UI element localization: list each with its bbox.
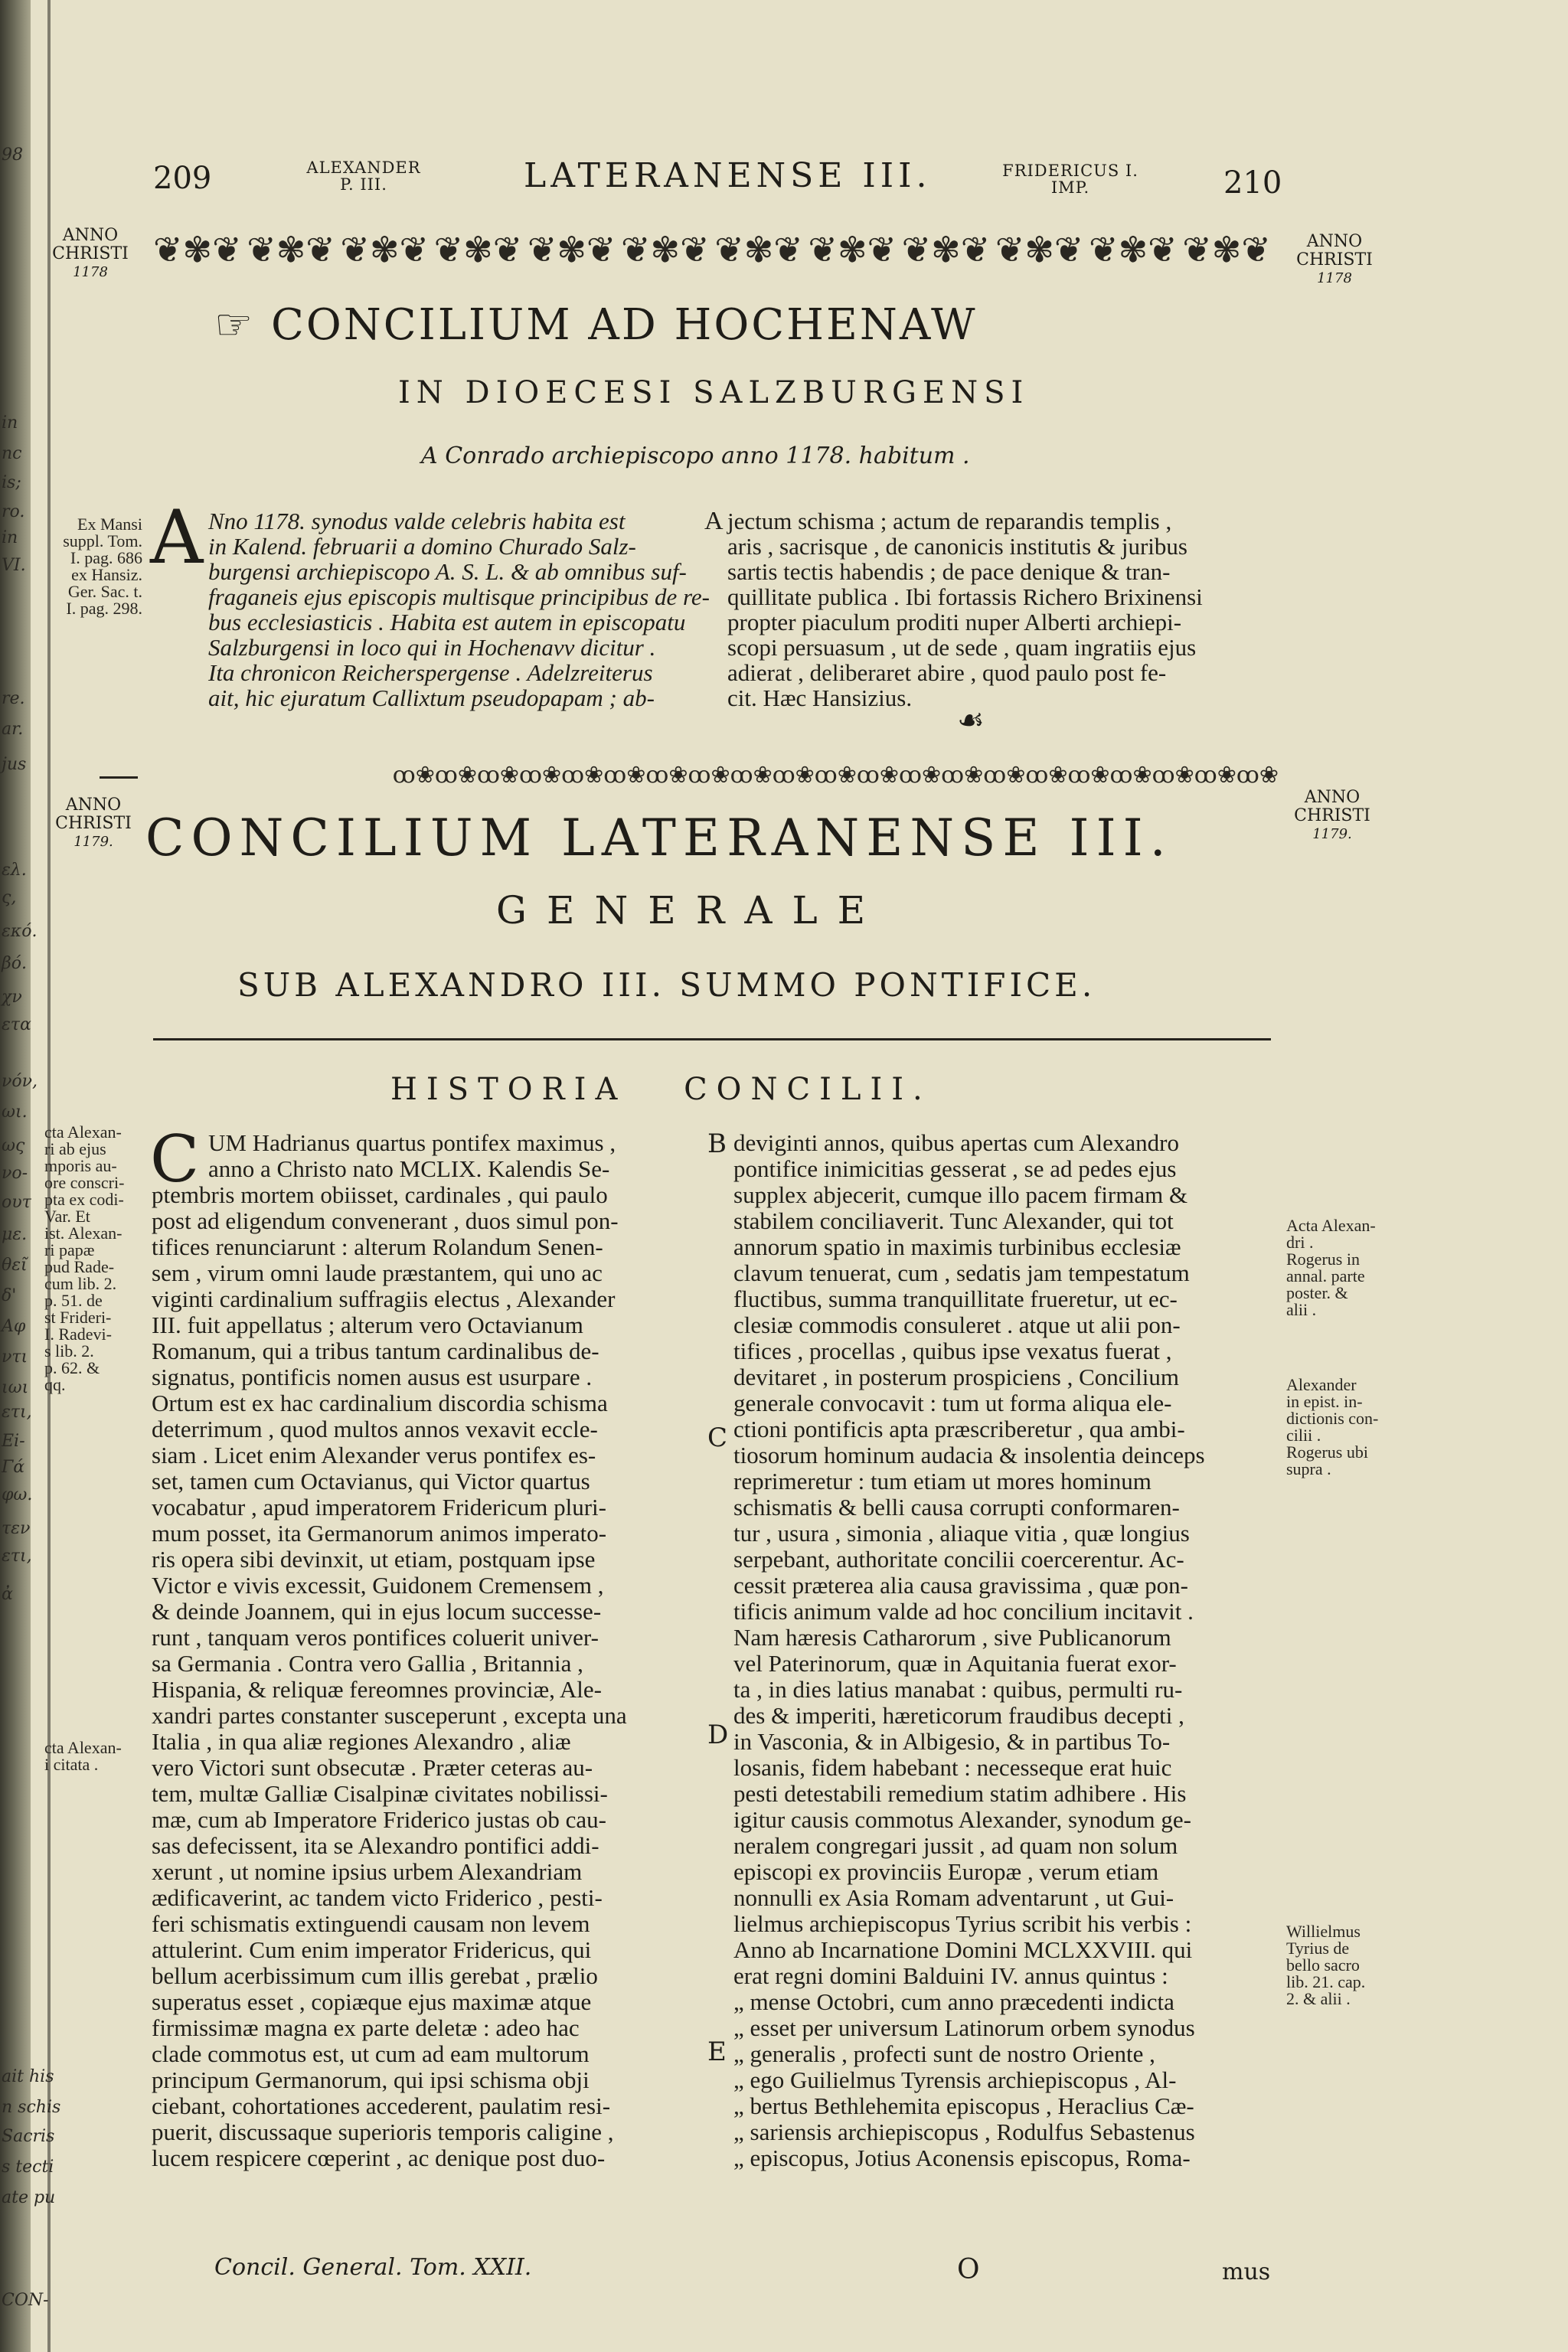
sub-alexandro-byline: SUB ALEXANDRO III. SUMMO PONTIFICE. — [237, 966, 1096, 1004]
text-line: Ortum est ex hac cardinalium discordia schisma — [152, 1390, 608, 1416]
previous-page-fragment: VI. — [2, 556, 26, 575]
text-line: „ mense Octobri, cum anno præcedenti indicta — [733, 1988, 1174, 2015]
text-line: Salzburgensi in loco qui in Hochenavv dicitur . — [208, 634, 656, 661]
text-line: ait, hic ejuratum Callixtum pseudopapam ; ab- — [208, 684, 655, 711]
running-title: LATERANENSE III. — [524, 156, 932, 195]
page-number-left: 209 — [153, 161, 212, 196]
text-line: deterrimum , quod multos annos vexavit eccle- — [152, 1416, 598, 1442]
section-letter-e: E — [707, 2037, 727, 2067]
text-line: aris , sacrisque , de canonicis institutis & juribus — [727, 533, 1187, 560]
text-line: ris opera sibi devinxit, ut etiam, postquam ipse — [152, 1546, 596, 1573]
text-line: bellum acerbissimum cum illis gerebat , prælio — [152, 1962, 598, 1989]
text-line: sas defecissent, ita se Alexandro pontifici addi- — [152, 1832, 599, 1859]
margin-note-line: cilii . — [1286, 1426, 1321, 1445]
fleuron-ornament-icon: ❦✾❦ — [247, 229, 335, 270]
previous-page-fragment: φω. — [2, 1485, 33, 1504]
text-line: tifices , procellas , quibus ipse vexatus fuerat , — [733, 1338, 1172, 1364]
anno-christi-left-1 — [44, 227, 136, 282]
margin-note-line: annal. parte — [1286, 1266, 1365, 1285]
margin-note-line: Tyrius de — [1286, 1939, 1350, 1958]
christi-label: CHRISTI — [1294, 806, 1370, 825]
margin-note-line: p. 51. de — [44, 1291, 103, 1310]
text-line: generale convocavit : tum ut forma aliqua ele- — [733, 1390, 1172, 1416]
drop-initial-a: A — [150, 495, 204, 580]
text-line: devitaret , in posterum prospiciens , Concilium — [733, 1364, 1180, 1390]
margin-note-acta-alexandri-right — [1286, 1217, 1401, 1318]
historia-left-column — [152, 1130, 707, 2171]
generale-subtitle: GENERALE — [496, 888, 886, 933]
text-line: feri schismatis extinguendi causam non levem — [152, 1910, 590, 1937]
margin-note-line: alii . — [1286, 1300, 1317, 1319]
text-line: tificis animum valde ad hoc concilium incitavit . — [733, 1598, 1194, 1625]
text-line: Italia , in qua aliæ regiones Alexandro , aliæ — [152, 1728, 571, 1755]
text-line: serpebant, authoritate concilii coercerentur. Ac- — [733, 1546, 1184, 1573]
text-line: ctioni pontificis apta præscriberetur , qua ambi- — [733, 1416, 1185, 1442]
margin-note-line: ri ab ejus — [44, 1139, 106, 1158]
text-line: burgensi archiepiscopo A. S. L. & ab omnibus suf- — [208, 558, 687, 585]
concilium1-left-column — [208, 508, 710, 711]
text-line: sa Germania . Contra vero Gallia , Britannia , — [152, 1650, 583, 1677]
fleuron-ornament-icon: ❦✾❦ — [901, 229, 991, 270]
text-line: clavum tenuerat, cum , sedatis jam tempestatum — [733, 1259, 1190, 1286]
text-line: schismatis & belli causa corrupti conformaren- — [733, 1494, 1180, 1521]
previous-page-fragment: ιωι — [2, 1378, 29, 1397]
text-line: losanis, fidem habebant : necesseque erat huic — [733, 1754, 1172, 1781]
margin-note-line: Alexander — [1286, 1375, 1357, 1394]
previous-page-fragment: ετι, — [2, 1547, 32, 1566]
anno-year: 1178 — [73, 264, 108, 280]
fleuron-ornament-icon: ❦✾❦ — [808, 229, 897, 270]
margin-note-line: pta ex codi- — [44, 1190, 124, 1209]
previous-page-fragment: in — [2, 413, 18, 433]
divider-rule — [153, 1038, 1271, 1040]
fleuron-ornament-icon: ❦✾❦ — [340, 229, 430, 270]
margin-note-line: Willielmus — [1286, 1922, 1361, 1941]
previous-page-fragment: με. — [2, 1225, 28, 1244]
ornament-band-top — [153, 227, 1271, 273]
margin-note-line: i citata . — [44, 1755, 99, 1774]
text-line: mæ, cum ab Imperatore Friderico justas ob cau- — [152, 1806, 606, 1833]
concilium1-right-column — [727, 508, 1279, 710]
margin-note-alexander-epist — [1286, 1377, 1401, 1478]
historia-right-column — [733, 1130, 1279, 2171]
concilium-hochenaw-title-text: CONCILIUM AD HOCHENAW — [271, 300, 978, 350]
catchword: mus — [1222, 2259, 1271, 2285]
text-line: lielmus archiepiscopus Tyrius scribit his verbis : — [733, 1910, 1192, 1937]
margin-note-line: cta Alexan- — [44, 1122, 122, 1142]
previous-page-fragment: θεῖ — [2, 1256, 28, 1275]
signature-letter: O — [957, 2254, 980, 2285]
previous-page-fragment: ετα — [2, 1015, 31, 1034]
margin-note-line: dictionis con- — [1286, 1409, 1379, 1428]
margin-note-line: mporis au- — [44, 1156, 117, 1175]
margin-note-line: p. 62. & — [44, 1358, 100, 1377]
text-line: attulerint. Cum enim imperator Fridericus, qui — [152, 1936, 592, 1963]
previous-page-fragment: ως — [2, 1136, 25, 1155]
anno-label: ANNO — [1304, 788, 1361, 807]
text-line: ædificaverint, ac tandem victo Friderico , pesti- — [152, 1884, 603, 1911]
text-line: clade commotus est, ut cum ad eam multorum — [152, 2040, 590, 2067]
previous-page-fragment: ἀ — [2, 1585, 13, 1604]
previous-page-fragment: δ' — [2, 1286, 17, 1305]
previous-page-fragment: ετι, — [2, 1403, 32, 1422]
text-line: puerit, discussaque superioris temporis caligine , — [152, 2118, 614, 2145]
text-line: viginti cardinalium suffragiis electus , Alexander — [152, 1285, 616, 1312]
text-line: cessit præterea alia causa gravissima , quæ pon- — [733, 1572, 1188, 1599]
margin-note-line: s lib. 2. — [44, 1341, 94, 1361]
margin-note-line: Rogerus ubi — [1286, 1442, 1368, 1462]
text-line: post ad eligendum convenerant , duos simul pon- — [152, 1207, 619, 1234]
text-line: sartis tectis habendis ; de pace denique & tran- — [727, 558, 1171, 585]
text-line: bus ecclesiasticis . Habita est autem in episcopatu — [208, 609, 686, 635]
anno-year: 1178 — [1317, 270, 1352, 286]
signature-line: Concil. General. Tom. XXII. — [214, 2254, 532, 2281]
concilium-hochenaw-byline: A Conrado archiepiscopo anno 1178. habitum . — [421, 443, 970, 469]
section-letter-a: A — [704, 507, 724, 535]
previous-page-fragment: is; — [2, 473, 21, 492]
previous-page-fragment: Sacris — [2, 2127, 55, 2146]
margin-note-line: supra . — [1286, 1459, 1331, 1478]
text-line: III. fuit appellatus ; alterum vero Octavianum — [152, 1312, 583, 1338]
text-line: siam . Licet enim Alexander verus pontifex es- — [152, 1442, 596, 1468]
pope-line1: ALEXANDER — [306, 158, 421, 177]
text-line: xandri partes constanter susceperunt , excepta una — [152, 1702, 627, 1729]
previous-page-fragment: ate pu — [2, 2188, 56, 2207]
previous-page-fragment: τεν — [2, 1519, 31, 1538]
margin-note-line: 2. & alii . — [1286, 1989, 1351, 2008]
anno-label: ANNO — [62, 226, 119, 245]
text-line: tem, multæ Galliæ Cisalpinæ civitates nobilissi- — [152, 1780, 608, 1807]
text-line: nonnulli ex Asia Romam adventarunt , ut Gui- — [733, 1884, 1174, 1911]
previous-page-fragment: ait his — [2, 2067, 54, 2086]
page-number-right: 210 — [1223, 165, 1282, 201]
text-line: reprimeretur : tum etiam ut mores hominum — [733, 1468, 1152, 1494]
text-line: Hispania, & reliquæ fereomnes provinciæ, Ale- — [152, 1676, 603, 1703]
previous-page-fragment: Αφ — [2, 1317, 26, 1336]
text-line: „ episcopus, Jotius Aconensis episcopus, Roma- — [733, 2145, 1191, 2171]
text-line: annorum spatio in maximis turbinibus ecclesiæ — [733, 1233, 1181, 1260]
text-line: vero Victori sunt obsecutæ . Præter ceteras au- — [152, 1754, 593, 1781]
text-line: ptembris mortem obiisset, cardinales , qui paulo — [152, 1181, 608, 1208]
text-line: erat regni domini Balduini IV. annus quintus : — [733, 1962, 1168, 1989]
text-line: tur , usura , simonia , aliaque vitia , quæ longius — [733, 1520, 1190, 1547]
text-line: tiosorum hominum audacia & insolentia deinceps — [733, 1442, 1205, 1468]
margin-note-line: Rogerus in — [1286, 1250, 1360, 1269]
historia-concilii-heading: HISTORIA CONCILII. — [390, 1072, 932, 1107]
fleuron-ornament-icon: ❦✾❦ — [995, 229, 1084, 270]
text-line: cit. Hæc Hansizius. — [727, 684, 913, 711]
text-line: pontifice inimicitias gesserat , se ad pedes ejus — [733, 1155, 1177, 1182]
margin-note-willielmus-tyrius — [1286, 1923, 1401, 2007]
previous-page-fragment: n schis — [2, 2098, 61, 2117]
text-line: stabilem conciliaverit. Tunc Alexander, qui tot — [733, 1207, 1174, 1234]
text-line: scopi persuasum , ut de sede , quam ingratiis ejus — [727, 634, 1197, 661]
margin-note-line: suppl. Tom. — [63, 531, 142, 550]
text-line: fluctibus, summa tranquillitate frueretur, ut ec- — [733, 1285, 1178, 1312]
text-line: lucem respicere cœperint , ac denique post duo- — [152, 2145, 606, 2171]
margin-note-line: ex Hansiz. — [71, 565, 142, 584]
fleuron-ornament-icon: ❦✾❦ — [433, 229, 523, 270]
margin-note-ex-mansi — [44, 516, 142, 617]
margin-note-line: qq. — [44, 1375, 66, 1394]
text-line: deviginti annos, quibus apertas cum Alexandro — [733, 1129, 1179, 1156]
previous-page-fragment: ar. — [2, 720, 24, 739]
text-line: Ita chronicon Reicherspergense . Adelzreiterus — [208, 659, 653, 686]
margin-note-line: Acta Alexan- — [1286, 1216, 1376, 1235]
margin-note-acta-alexandri-left — [44, 1124, 145, 1393]
fleuron-ornament-icon: ❦✾❦ — [714, 229, 803, 270]
section-letter-d: D — [707, 1720, 729, 1750]
christi-label: CHRISTI — [52, 244, 129, 263]
previous-page-fragment: nc — [2, 444, 22, 463]
margin-note-line: st Frideri- — [44, 1308, 112, 1327]
fleuron-ornament-icon: ❦✾❦ — [1182, 229, 1271, 270]
text-line: Nam hæresis Catharorum , sive Publicanorum — [733, 1624, 1171, 1651]
emperor-line1: FRIDERICUS I. — [1002, 162, 1138, 180]
text-line: propter piaculum proditi nuper Alberti archiepi- — [727, 609, 1182, 635]
fleuron-ornament-icon: ❦✾❦ — [153, 229, 242, 270]
previous-page-fragment: χν — [2, 988, 22, 1007]
fleuron-ornament-icon: ❦✾❦ — [1089, 229, 1178, 270]
text-line: neralem congregari jussit , ad quam non solum — [733, 1832, 1178, 1859]
margin-note-line: pud Rade- — [44, 1257, 115, 1276]
pointing-hand-tailpiece-icon: ☙ — [957, 703, 985, 738]
text-line: UM Hadrianus quartus pontifex maximus , — [208, 1129, 616, 1156]
text-line: vocabatur , apud imperatorem Fridericum pluri- — [152, 1494, 606, 1521]
text-line: pesti detestabili remedium statim adhibere . His — [733, 1780, 1187, 1807]
margin-note-line: bello sacro — [1286, 1955, 1360, 1975]
pope-line2: P. III. — [340, 175, 387, 194]
previous-page-fragment: Εi- — [2, 1432, 25, 1451]
text-line: xerunt , ut nomine ipsius urbem Alexandriam — [152, 1858, 583, 1885]
text-line: fraganeis ejus episcopis multisque principibus de re- — [208, 583, 710, 610]
christi-label: CHRISTI — [55, 814, 132, 833]
text-line: in Kalend. februarii a domino Churado Salz- — [208, 533, 636, 560]
rule-dash — [100, 776, 138, 779]
concilium-hochenaw-subtitle: IN DIOECESI SALZBURGENSI — [398, 375, 1030, 410]
text-line: igitur causis commotus Alexander, synodum ge- — [733, 1806, 1191, 1833]
previous-page-fragment: Γά — [2, 1458, 25, 1477]
fleuron-ornament-icon: ❦✾❦ — [527, 229, 616, 270]
text-line: „ ego Guilielmus Tyrensis archiepiscopus , Al- — [733, 2066, 1177, 2093]
emperor-line2: IMP. — [1050, 178, 1090, 197]
text-line: jectum schisma ; actum de reparandis templis , — [727, 508, 1172, 534]
text-line: „ generalis , profecti sunt de nostro Oriente , — [733, 2040, 1155, 2067]
text-line: mum posset, ita Germanorum animos imperato- — [152, 1520, 607, 1547]
text-line: Nno 1178. synodus valde celebris habita est — [208, 508, 626, 534]
text-line: tifices renunciarunt : alterum Rolandum Senen- — [152, 1233, 603, 1260]
previous-page-fragment: ντι — [2, 1348, 28, 1367]
margin-note-line: I. Radevi- — [44, 1325, 112, 1344]
knot-ornament-icon: ꝏ❀ꝏ❀ꝏ❀ꝏ❀ꝏ❀ꝏ❀ꝏ❀ꝏ❀ꝏ❀ꝏ❀ꝏ❀ꝏ❀ꝏ❀ꝏ❀ꝏ❀ꝏ❀ꝏ❀ꝏ❀ꝏ❀ꝏ❀ꝏ❀ — [392, 762, 1279, 789]
text-line: Victor e vivis excessit, Guidonem Cremensem , — [152, 1572, 604, 1599]
margin-note-line: I. pag. 686 — [70, 548, 142, 567]
text-line: „ esset per universum Latinorum orbem synodus — [733, 2014, 1195, 2041]
margin-note-line: Var. Et — [44, 1207, 90, 1226]
pope-header — [295, 159, 433, 193]
previous-page-fragment: ς, — [2, 888, 17, 907]
previous-page-fragment: s tecti — [2, 2158, 54, 2177]
text-line: firmissimæ magna ex parte deletæ : adeo hac — [152, 2014, 580, 2041]
text-line: supplex abjecerit, cumque illo pacem firmam & — [733, 1181, 1188, 1208]
pointing-hand-icon: ☞ — [214, 300, 256, 350]
section-letter-b: B — [707, 1129, 727, 1159]
margin-note-line: ri papæ — [44, 1240, 95, 1259]
text-line: adierat , deliberaret abire , quod paulo post fe- — [727, 659, 1167, 686]
margin-note-line: cum lib. 2. — [44, 1274, 117, 1293]
concilium-lateranense-title: CONCILIUM LATERANENSE III. — [145, 808, 1173, 867]
text-line: in Vasconia, & in Albigesio, & in partibus To- — [733, 1728, 1171, 1755]
drop-initial-c: C — [150, 1122, 200, 1197]
text-line: clesiæ commodis consuleret . atque ut alii pon- — [733, 1312, 1181, 1338]
previous-page-fragment: CON- — [2, 2291, 49, 2310]
margin-note-acta-citata-left — [44, 1740, 145, 1773]
anno-christi-left-2 — [47, 796, 139, 851]
text-line: & deinde Joannem, qui in ejus locum successe- — [152, 1598, 602, 1625]
text-line: runt , tanquam veros pontifices coluerit univer- — [152, 1624, 599, 1651]
text-line: Anno ab Incarnatione Domini MCLXXVIII. qui — [733, 1936, 1193, 1963]
anno-christi-right-2 — [1279, 789, 1386, 844]
text-line: superatus esset , copiæque ejus maximæ atque — [152, 1988, 592, 2015]
text-line: „ bertus Bethlehemita episcopus , Heraclius Cæ- — [733, 2092, 1194, 2119]
text-line: principum Germanorum, qui ipsi schisma obji — [152, 2066, 590, 2093]
previous-page-fragment: ro. — [2, 502, 25, 521]
margin-note-line: Ger. Sac. t. — [67, 582, 142, 601]
text-line: sem , virum omni laude præstantem, qui uno ac — [152, 1259, 603, 1286]
margin-note-line: lib. 21. cap. — [1286, 1972, 1366, 1991]
text-line: ciebant, cohortationes accederent, paulatim resi- — [152, 2092, 611, 2119]
margin-note-line: ore conscri- — [44, 1173, 125, 1192]
text-line: Romanum, qui a tribus tantum cardinalibus de- — [152, 1338, 599, 1364]
anno-label: ANNO — [65, 795, 122, 815]
text-line: episcopi ex provinciis Europæ , verum etiam — [733, 1858, 1159, 1885]
previous-page-fragment: νόν, — [2, 1072, 38, 1091]
margin-note-line: poster. & — [1286, 1283, 1348, 1302]
text-line: set, tamen cum Octavianus, qui Victor quartus — [152, 1468, 590, 1494]
margin-note-line: I. pag. 298. — [66, 599, 142, 618]
section-letter-c: C — [707, 1423, 728, 1453]
knot-ornament-band — [100, 763, 1279, 789]
text-line: des & imperiti, hæreticorum fraudibus decepti , — [733, 1702, 1184, 1729]
previous-page-fragment: ουτ — [2, 1193, 31, 1212]
anno-year: 1179. — [74, 834, 113, 850]
previous-page-fragment: in — [2, 528, 18, 547]
previous-page-fragment: βό. — [2, 954, 27, 973]
anno-label: ANNO — [1306, 232, 1363, 251]
christi-label: CHRISTI — [1296, 250, 1373, 270]
previous-page-fragment: jus — [2, 755, 27, 774]
margin-note-line: dri . — [1286, 1233, 1314, 1252]
text-line: quillitate publica . Ibi fortassis Richero Brixinensi — [727, 583, 1203, 610]
anno-year: 1179. — [1312, 826, 1352, 842]
previous-page-fragment: ελ. — [2, 861, 27, 880]
text-line: signatus, pontificis nomen ausus est usurpare . — [152, 1364, 593, 1390]
margin-note-line: in epist. in- — [1286, 1392, 1363, 1411]
margin-note-line: cta Alexan- — [44, 1738, 122, 1757]
text-line: „ sariensis archiepiscopus , Rodulfus Sebastenus — [733, 2118, 1195, 2145]
text-line: ta , in dies latius manabat : quibus, permulti ru- — [733, 1676, 1183, 1703]
previous-page-fragment: ωι. — [2, 1102, 28, 1122]
previous-page-fragment: εκό. — [2, 922, 38, 941]
previous-page-fragment: νο- — [2, 1164, 28, 1183]
concilium-hochenaw-title — [214, 300, 978, 350]
emperor-header — [994, 162, 1147, 196]
fleuron-ornament-icon: ❦✾❦ — [621, 229, 710, 270]
margin-note-line: Ex Mansi — [77, 514, 142, 534]
margin-note-line: ist. Alexan- — [44, 1223, 122, 1243]
text-line: vel Paterinorum, quæ in Aquitania fuerat exor- — [733, 1650, 1177, 1677]
text-line: anno a Christo nato MCLIX. Kalendis Se- — [208, 1155, 610, 1182]
previous-page-fragment: 98 — [2, 145, 23, 165]
anno-christi-right-1 — [1285, 233, 1384, 288]
previous-page-fragment: re. — [2, 689, 25, 708]
